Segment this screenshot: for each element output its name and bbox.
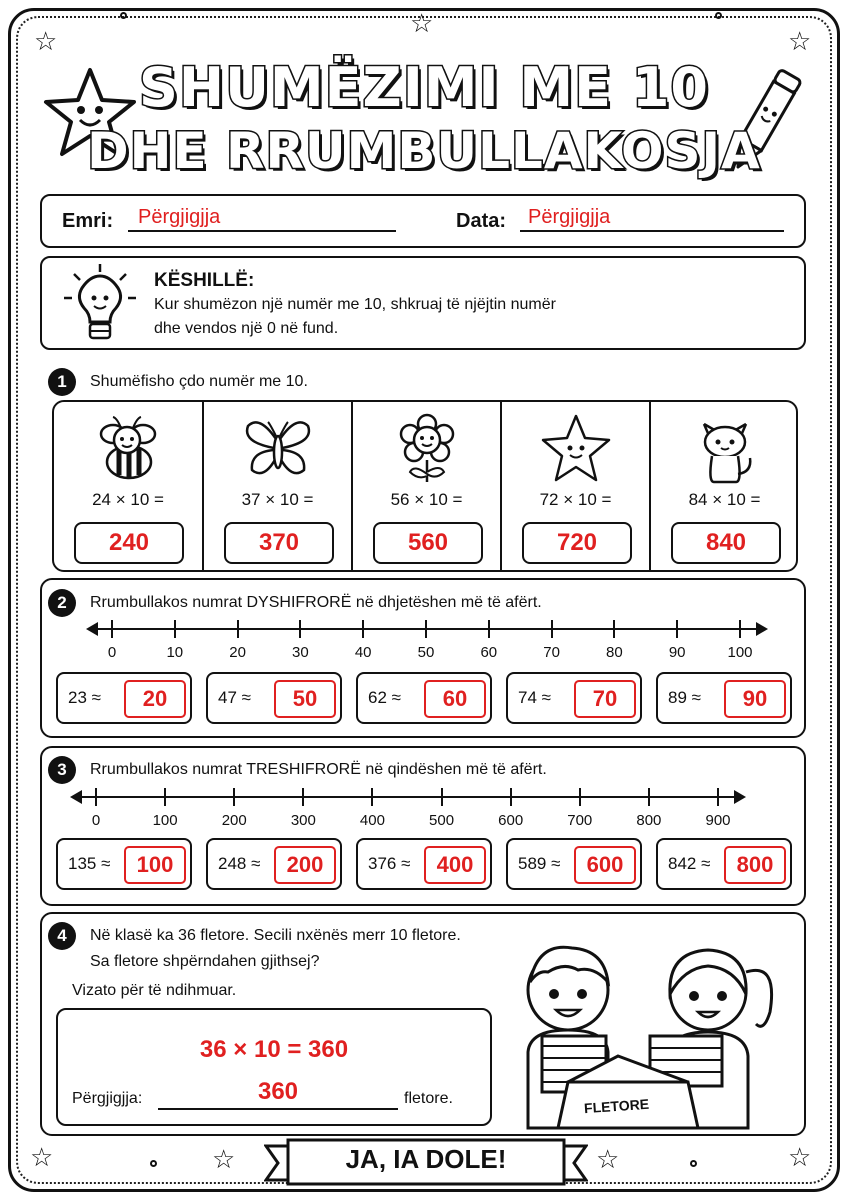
section-2-number: 2 <box>48 589 76 617</box>
answer-field[interactable] <box>158 1078 398 1110</box>
rounding-question: 23 ≈ <box>68 688 101 707</box>
page-title: SHUMËZIMI ME 10 <box>138 56 709 119</box>
multiply-cell <box>204 402 353 572</box>
number-line-label: 400 <box>359 812 385 829</box>
number-line-label: 70 <box>543 644 560 661</box>
word-problem-line-1: Në klasë ka 36 fletore. Secili nxënës merr 10 fletore. <box>90 927 461 944</box>
rounding-question: 89 ≈ <box>668 688 701 707</box>
rounding-question: 135 ≈ <box>68 854 111 873</box>
arrow-left-icon <box>70 790 82 804</box>
question-text: 56 × 10 = <box>390 490 463 509</box>
rounding-item <box>56 838 192 890</box>
number-line-tick <box>579 788 581 806</box>
question-text: 84 × 10 = <box>688 490 761 509</box>
number-line-tick <box>174 620 176 638</box>
decor-dot <box>150 1160 157 1167</box>
kids-with-notebooks-illustration <box>508 932 798 1132</box>
multiply-cell <box>353 402 502 572</box>
number-line-label: 100 <box>152 812 178 829</box>
number-line-label: 60 <box>480 644 498 661</box>
number-line-tick <box>371 788 373 806</box>
section-2-instruction: Rrumbullakos numrat DYSHIFRORË në dhjetëshen më të afërt. <box>90 594 542 611</box>
question-text: 37 × 10 = <box>241 490 314 509</box>
number-line-label: 600 <box>498 812 524 829</box>
question-text: 24 × 10 = <box>92 490 164 509</box>
section-3-number: 3 <box>48 756 76 784</box>
number-line-tick <box>441 788 443 806</box>
page-subtitle: DHE RRUMBULLAKOSJA <box>87 122 761 180</box>
answer-box[interactable]: 720 <box>522 522 632 564</box>
star-icon: ☆ <box>410 8 434 38</box>
answer-value: 360 <box>257 1078 299 1105</box>
rounding-item <box>206 838 342 890</box>
arrow-left-icon <box>86 622 98 636</box>
tip-box <box>40 256 806 350</box>
number-line-tick <box>717 788 719 806</box>
number-line-tick <box>613 620 615 638</box>
rounding-question: 74 ≈ <box>518 688 551 707</box>
rounding-question: 62 ≈ <box>368 688 401 707</box>
draw-label: Vizato për të ndihmuar. <box>72 982 237 999</box>
date-value: Përgjigjja <box>528 206 611 228</box>
rounding-answer-box[interactable]: 400 <box>424 846 486 884</box>
number-line-tick <box>739 620 741 638</box>
rounding-answer-box[interactable]: 600 <box>574 846 636 884</box>
tip-line-2: dhe vendos një 0 në fund. <box>154 320 339 337</box>
number-line-tick <box>233 788 235 806</box>
tip-line-1: Kur shumëzon një numër me 10, shkruaj të njëjtin numër <box>154 296 556 313</box>
rounding-item <box>656 838 792 890</box>
number-line-tick <box>362 620 364 638</box>
rounding-item <box>356 838 492 890</box>
bee-icon <box>93 412 163 484</box>
footer-banner-text: JA, IA DOLE! <box>345 1144 507 1174</box>
section-1-instruction: Shumëfisho çdo numër me 10. <box>90 373 308 390</box>
cat-icon <box>690 412 760 484</box>
answer-box[interactable]: 370 <box>224 522 334 564</box>
decor-dot <box>690 1160 697 1167</box>
number-line-label: 700 <box>567 812 593 829</box>
star-icon: ☆ <box>212 1144 236 1174</box>
lightbulb-icon <box>60 262 140 348</box>
question-text: 72 × 10 = <box>539 490 612 509</box>
name-value: Përgjigjja <box>138 206 221 228</box>
star-icon: ☆ <box>30 1142 54 1172</box>
number-line-label: 900 <box>705 812 731 829</box>
rounding-item <box>206 672 342 724</box>
number-line-label: 500 <box>429 812 455 829</box>
number-line-tick <box>164 788 166 806</box>
number-line-tick <box>510 788 512 806</box>
number-line-tick <box>111 620 113 638</box>
star-icon: ☆ <box>788 26 812 56</box>
number-line-label: 0 <box>107 644 117 661</box>
rounding-item <box>506 672 642 724</box>
rounding-answer-box[interactable]: 100 <box>124 846 186 884</box>
section-4-number: 4 <box>48 922 76 950</box>
date-label: Data: <box>456 210 507 232</box>
butterfly-icon <box>240 412 316 484</box>
decor-dot <box>715 12 722 19</box>
section-1-grid <box>52 400 798 572</box>
answer-box[interactable]: 840 <box>671 522 781 564</box>
answer-label: Përgjigjja: <box>72 1090 143 1107</box>
number-line-label: 800 <box>636 812 662 829</box>
number-line-label: 40 <box>354 644 372 661</box>
number-line-tick <box>425 620 427 638</box>
star-icon: ☆ <box>788 1142 812 1172</box>
flower-icon <box>392 412 462 484</box>
name-field[interactable] <box>128 204 396 232</box>
rounding-answer-box[interactable]: 90 <box>724 680 786 718</box>
tip-heading: KËSHILLË: <box>154 270 255 291</box>
work-equation: 36 × 10 = 360 <box>199 1036 349 1063</box>
rounding-answer-box[interactable]: 50 <box>274 680 336 718</box>
number-line-label: 80 <box>606 644 623 661</box>
number-line-tick <box>551 620 553 638</box>
section-3-instruction: Rrumbullakos numrat TRESHIFRORË në qindëshen më të afërt. <box>90 761 547 778</box>
number-line-label: 0 <box>91 812 101 829</box>
name-label: Emri: <box>62 210 114 232</box>
header-box <box>40 194 806 248</box>
work-area[interactable] <box>56 1008 492 1126</box>
word-problem-line-2: Sa fletore shpërndahen gjithsej? <box>90 953 320 970</box>
star-icon <box>541 412 611 484</box>
star-icon: ☆ <box>34 26 58 56</box>
number-line-tick <box>648 788 650 806</box>
rounding-question: 589 ≈ <box>518 854 561 873</box>
rounding-answer-box[interactable]: 800 <box>724 846 786 884</box>
multiply-cell <box>651 402 798 572</box>
number-line-label: 100 <box>727 644 753 661</box>
rounding-question: 248 ≈ <box>218 854 261 873</box>
number-line-label: 50 <box>417 644 435 661</box>
number-line-tick <box>488 620 490 638</box>
multiply-cell <box>54 402 204 572</box>
number-line-tick <box>237 620 239 638</box>
rounding-item <box>356 672 492 724</box>
section-1-number: 1 <box>48 368 76 396</box>
number-line-tick <box>302 788 304 806</box>
answer-box[interactable]: 560 <box>373 522 483 564</box>
rounding-answer-box[interactable]: 60 <box>424 680 486 718</box>
arrow-right-icon <box>756 622 768 636</box>
rounding-question: 376 ≈ <box>368 854 411 873</box>
multiply-cell <box>502 402 651 572</box>
number-line-axis <box>76 796 738 798</box>
answer-box[interactable]: 240 <box>74 522 184 564</box>
decor-dot <box>120 12 127 19</box>
number-line-tick <box>95 788 97 806</box>
number-line-label: 20 <box>229 644 246 661</box>
rounding-answer-box[interactable]: 20 <box>124 680 186 718</box>
date-field[interactable] <box>520 204 784 232</box>
answer-unit: fletore. <box>404 1090 453 1107</box>
rounding-question: 842 ≈ <box>668 854 711 873</box>
number-line-label: 300 <box>290 812 316 829</box>
number-line-label: 30 <box>292 644 309 661</box>
number-line-label: 90 <box>668 644 686 661</box>
rounding-answer-box[interactable]: 70 <box>574 680 636 718</box>
number-line-label: 200 <box>221 812 247 829</box>
star-icon: ☆ <box>596 1144 620 1174</box>
number-line-tick <box>676 620 678 638</box>
number-line-tick <box>299 620 301 638</box>
rounding-question: 47 ≈ <box>218 688 251 707</box>
arrow-right-icon <box>734 790 746 804</box>
rounding-answer-box[interactable]: 200 <box>274 846 336 884</box>
box-label: FLETORE <box>583 1095 650 1117</box>
rounding-item <box>56 672 192 724</box>
rounding-item <box>506 838 642 890</box>
number-line-label: 10 <box>166 644 184 661</box>
rounding-item <box>656 672 792 724</box>
